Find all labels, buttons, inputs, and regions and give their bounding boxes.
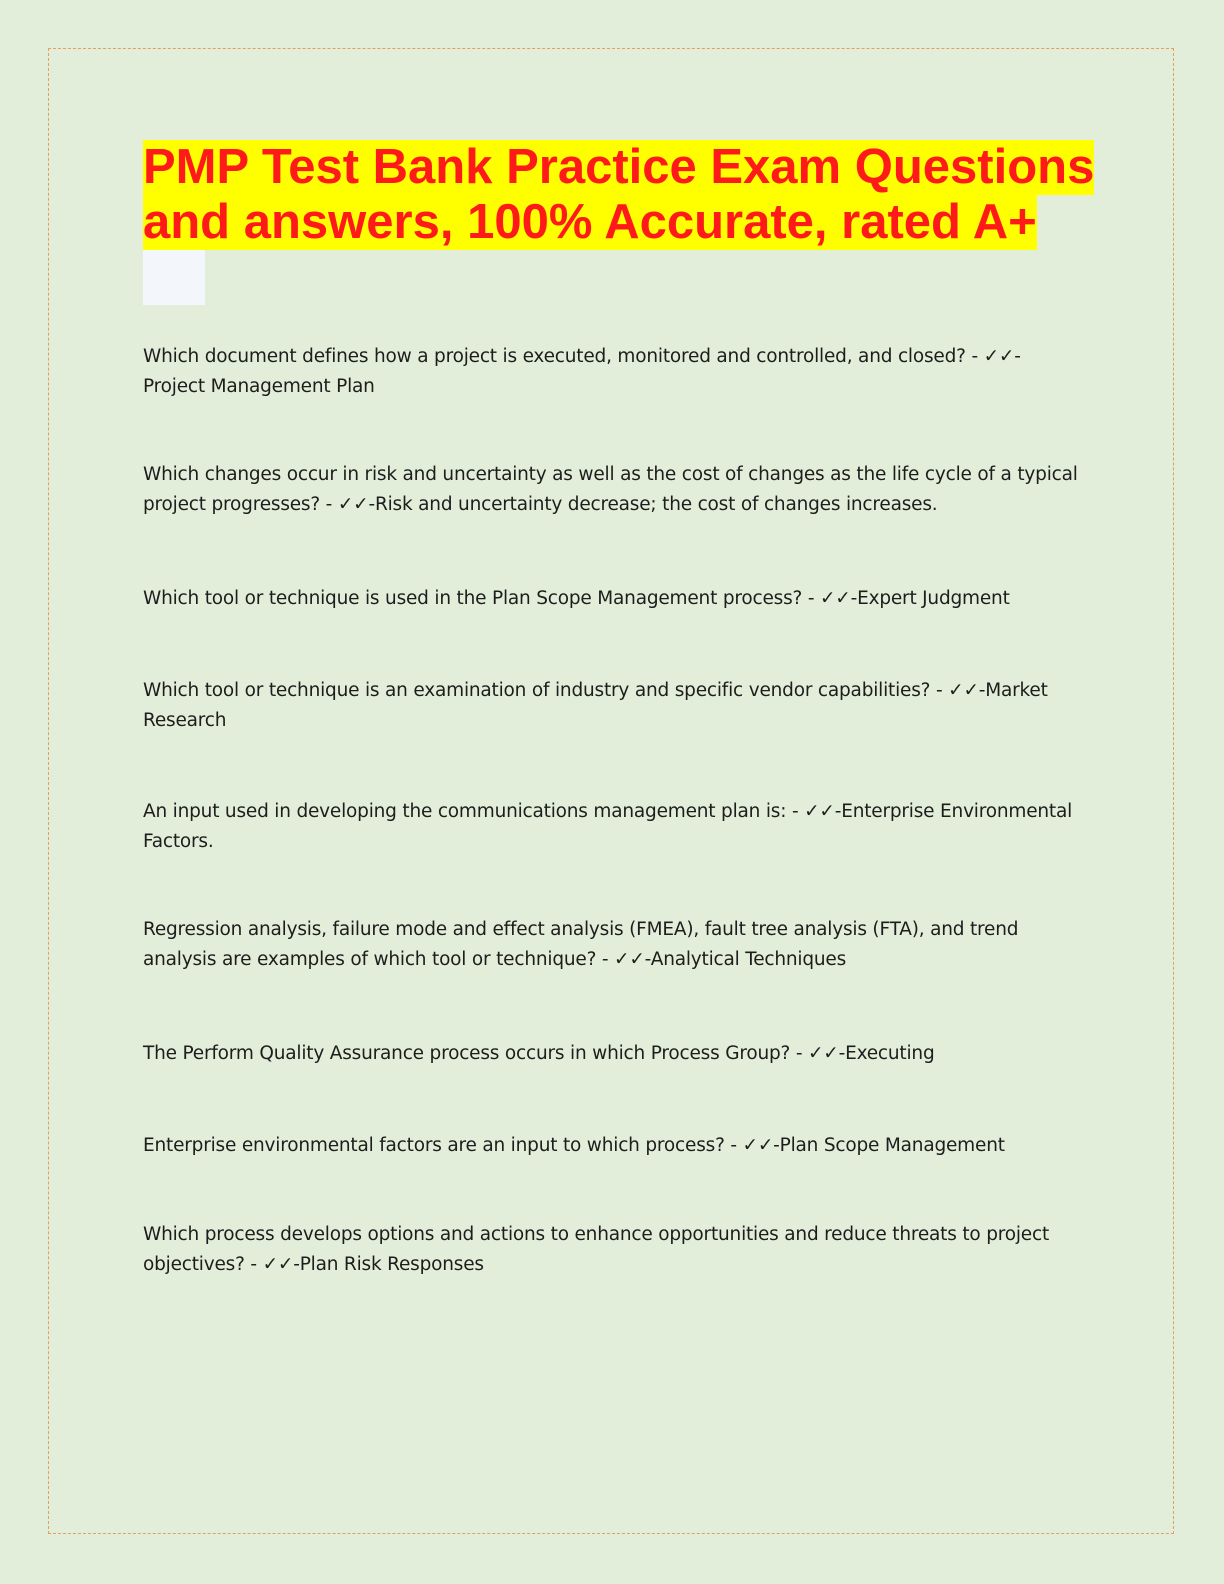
separator: - [930, 680, 949, 701]
question-text: Which changes occur in risk and uncertainty as well as the cost of changes as the life cycle of a typical project progresses? [143, 464, 1078, 515]
separator: - [244, 1254, 263, 1275]
answer-text: Project Management Plan [143, 376, 375, 397]
qa-item [143, 1039, 1078, 1069]
checkmark-icon: ✓✓ [807, 1043, 839, 1064]
question-text: Which process develops options and actions to enhance opportunities and reduce threats to project objectives? [143, 1224, 1049, 1275]
checkmark-icon: ✓✓ [614, 949, 645, 970]
title-line-1: PMP Test Bank Practice Exam Questions [143, 140, 1095, 194]
checkmark-icon: ✓✓ [262, 1254, 294, 1275]
answer-text: Expert Judgment [857, 588, 1010, 609]
answer-prefix: - [978, 680, 986, 701]
separator: - [320, 494, 338, 515]
answer-text: Analytical Techniques [650, 949, 847, 970]
separator: - [786, 801, 805, 822]
answer-text: Market Research [143, 680, 1048, 731]
qa-item [143, 676, 1078, 736]
qa-item [143, 915, 1078, 975]
answer-prefix: - [834, 801, 842, 822]
answer-text: Plan Scope Management [779, 1135, 1005, 1156]
qa-item [143, 584, 1078, 614]
qa-item [143, 1131, 1078, 1161]
answer-prefix: - [644, 949, 651, 970]
question-text: Which tool or technique is used in the Plan Scope Management process? [143, 588, 803, 609]
title-line-2: and answers, 100% Accurate, rated A+ [143, 195, 1037, 249]
answer-text: Executing [845, 1043, 935, 1064]
answer-prefix: - [838, 1043, 846, 1064]
qa-item [143, 460, 1078, 520]
separator: - [724, 1135, 743, 1156]
question-text: Enterprise environmental factors are an input to which process? [143, 1135, 725, 1156]
separator: - [802, 588, 820, 609]
checkmark-icon: ✓✓ [948, 680, 979, 701]
checkmark-icon: ✓✓ [337, 494, 369, 515]
checkmark-icon: ✓✓ [819, 588, 851, 609]
separator: - [965, 346, 984, 367]
separator: - [596, 949, 615, 970]
separator: - [790, 1043, 808, 1064]
qa-item [143, 342, 1078, 402]
answer-text: Risk and uncertainty decrease; the cost of changes increases. [374, 494, 938, 515]
question-text: Which document defines how a project is executed, monitored and controlled, and closed? [143, 346, 966, 367]
answer-text: Enterprise Environmental Factors. [143, 801, 1073, 852]
qa-item [143, 1220, 1078, 1280]
answer-prefix: - [773, 1135, 780, 1156]
qa-item [143, 797, 1078, 857]
answer-prefix: - [293, 1254, 300, 1275]
answer-prefix: - [1014, 346, 1021, 367]
checkmark-icon: ✓✓ [983, 346, 1015, 367]
question-text: The Perform Quality Assurance process occurs in which Process Group? [143, 1043, 791, 1064]
document-title [143, 140, 1095, 305]
checkmark-icon: ✓✓ [742, 1135, 774, 1156]
title-highlight-tail [143, 250, 205, 305]
checkmark-icon: ✓✓ [804, 801, 835, 822]
question-text: An input used in developing the communications management plan is: [143, 801, 787, 822]
answer-text: Plan Risk Responses [299, 1254, 484, 1275]
answer-prefix: - [368, 494, 375, 515]
question-text: Which tool or technique is an examination of industry and specific vendor capabilities? [143, 680, 931, 701]
answer-prefix: - [850, 588, 858, 609]
question-text: Regression analysis, failure mode and effect analysis (FMEA), fault tree analysis (FTA), and trend analysis are examples of which tool or technique? [143, 919, 1019, 970]
